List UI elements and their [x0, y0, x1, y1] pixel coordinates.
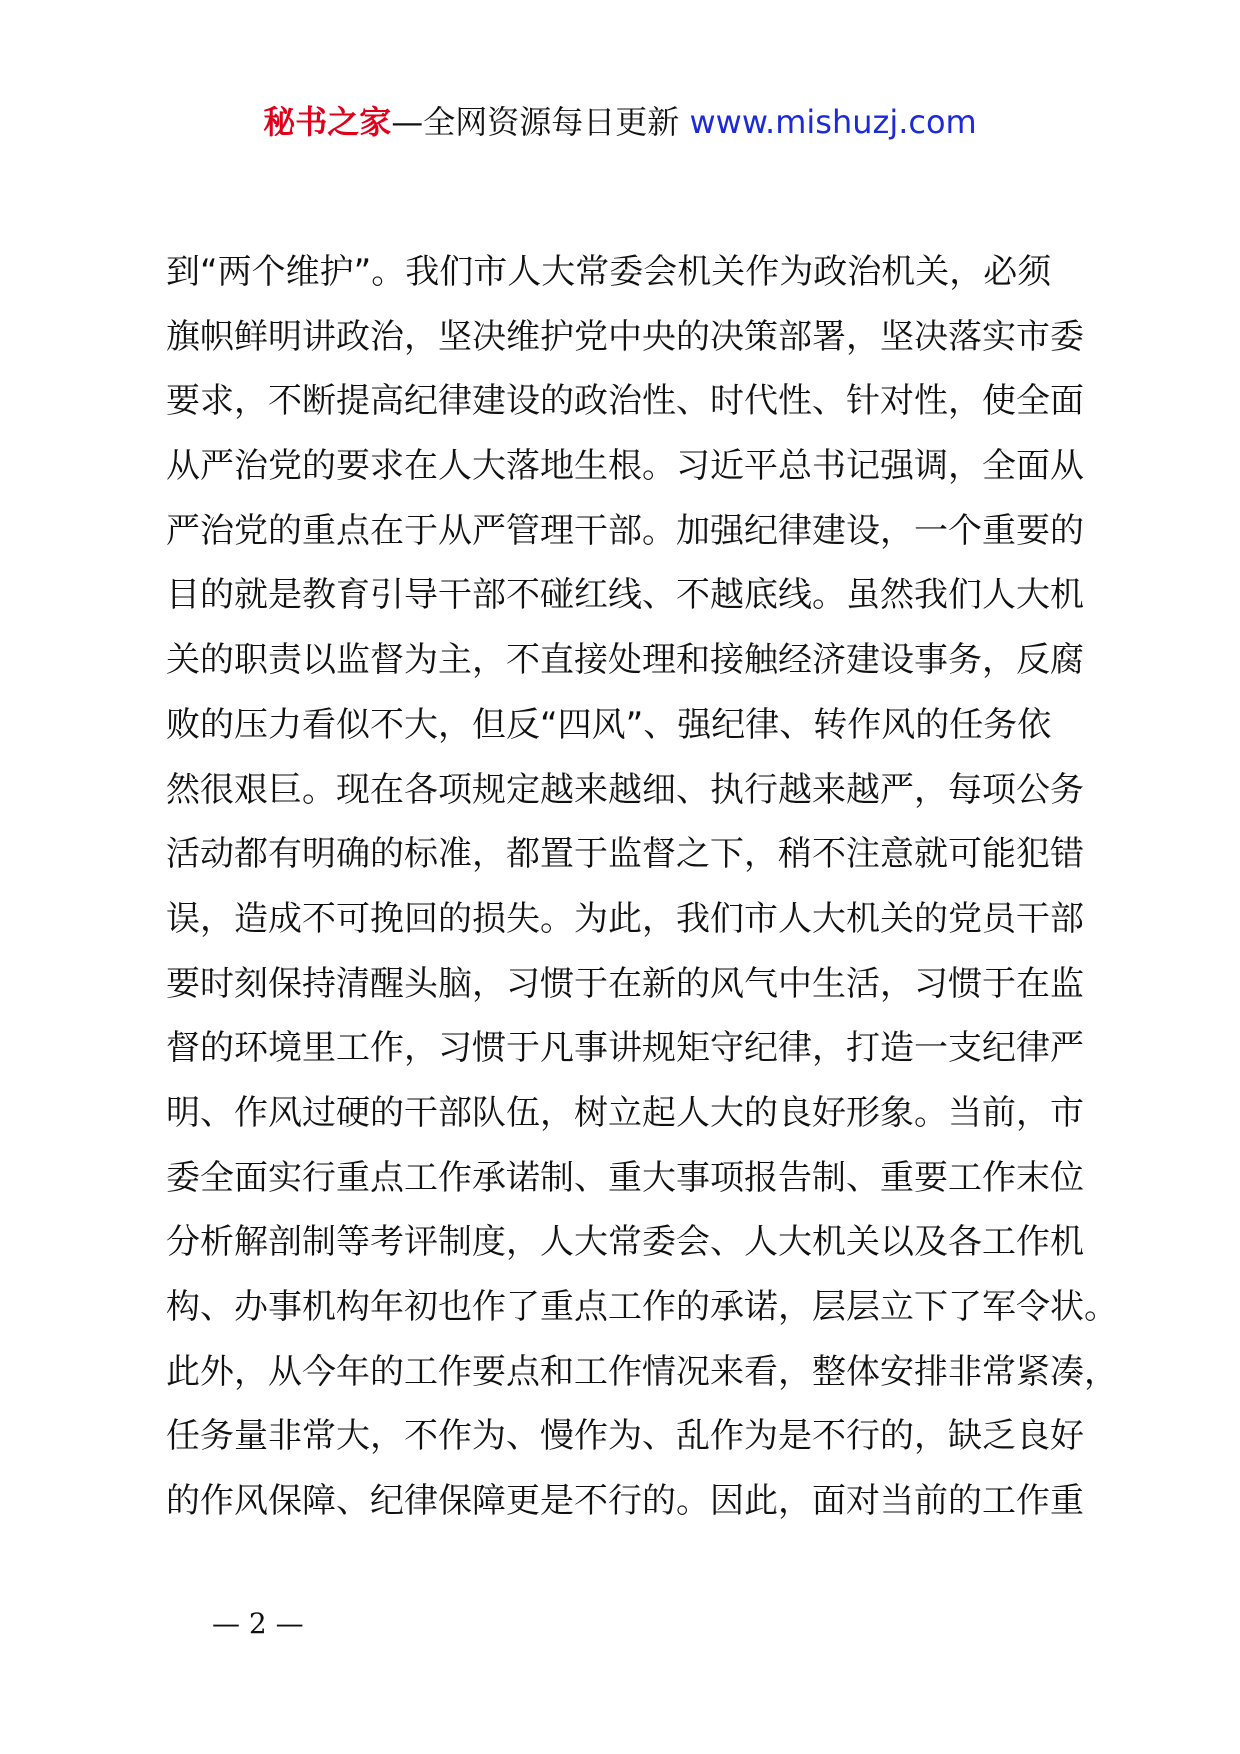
text-line: 误，造成不可挽回的损失。为此，我们市人大机关的党员干部 — [166, 898, 1084, 939]
text-line: 分析解剖制等考评制度，人大常委会、人大机关以及各工作机 — [166, 1222, 1084, 1263]
text-line: 然很艰巨。现在各项规定越来越细、执行越来越严，每项公务 — [166, 769, 1084, 810]
site-banner — [0, 100, 1240, 144]
text-line: 任务量非常大，不作为、慢作为、乱作为是不行的，缺乏良好 — [166, 1416, 1084, 1457]
site-url-link[interactable]: www.mishuzj.com — [689, 103, 977, 141]
text-line: 要求，不断提高纪律建设的政治性、时代性、针对性，使全面 — [166, 381, 1084, 422]
text-line: 明、作风过硬的干部队伍，树立起人大的良好形象。当前，市 — [166, 1092, 1084, 1133]
document-body — [166, 240, 1126, 1534]
text-line: 委全面实行重点工作承诺制、重大事项报告制、重要工作末位 — [166, 1157, 1084, 1198]
text-line: 此外，从今年的工作要点和工作情况来看，整体安排非常紧凑， — [166, 1351, 1118, 1392]
text-line: 关的职责以监督为主，不直接处理和接触经济建设事务，反腐 — [166, 640, 1084, 681]
text-line: 败的压力看似不大，但反“四风”、强纪律、转作风的任务依 — [166, 704, 1052, 745]
page-number: — 2 — — [212, 1607, 304, 1640]
text-line: 严治党的重点在于从严管理干部。加强纪律建设，一个重要的 — [166, 510, 1084, 551]
site-brand: 秘书之家 — [263, 103, 392, 141]
text-line: 从严治党的要求在人大落地生根。习近平总书记强调，全面从 — [166, 446, 1084, 487]
site-tagline: —全网资源每日更新 — [391, 103, 690, 141]
text-line: 要时刻保持清醒头脑，习惯于在新的风气中生活，习惯于在监 — [166, 963, 1084, 1004]
text-line: 构、办事机构年初也作了重点工作的承诺，层层立下了军令状。 — [166, 1287, 1118, 1327]
text-line: 到“两个维护”。我们市人大常委会机关作为政治机关，必须 — [166, 252, 1052, 292]
text-line: 的作风保障、纪律保障更是不行的。因此，面对当前的工作重 — [166, 1481, 1084, 1522]
text-line: 目的就是教育引导干部不碰红线、不越底线。虽然我们人大机 — [166, 575, 1084, 616]
text-line: 旗帜鲜明讲政治，坚决维护党中央的决策部署，坚决落实市委 — [166, 316, 1084, 357]
text-line: 活动都有明确的标准，都置于监督之下，稍不注意就可能犯错 — [166, 834, 1084, 875]
text-line: 督的环境里工作，习惯于凡事讲规矩守纪律，打造一支纪律严 — [166, 1028, 1084, 1069]
